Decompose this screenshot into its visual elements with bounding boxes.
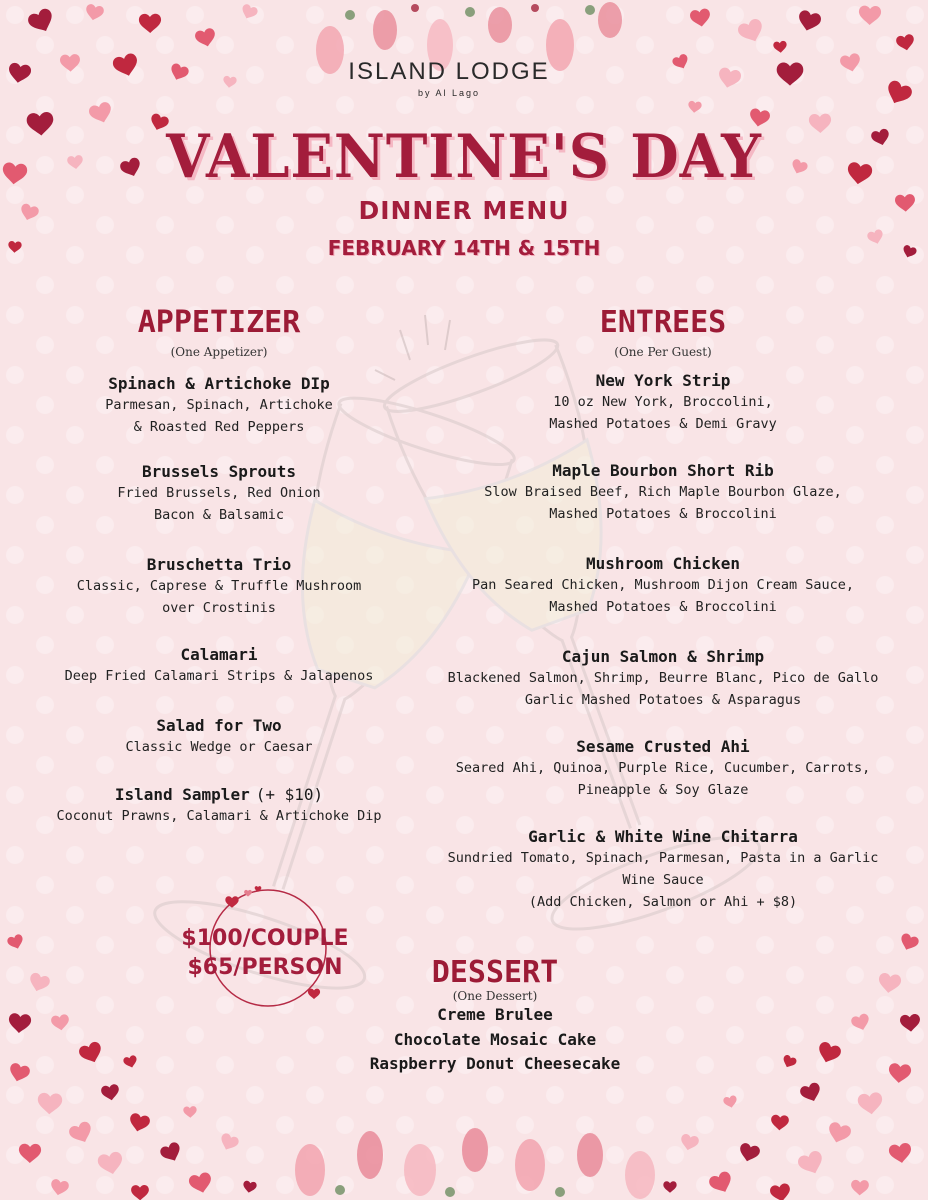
entree-item — [398, 554, 928, 618]
item-description: Mashed Potatoes & Broccolini — [549, 506, 777, 522]
item-description: Blackened Salmon, Shrimp, Beurre Blanc, Pico de Gallo — [447, 670, 879, 686]
appetizer-item — [0, 555, 438, 619]
page-subtitle: DINNER MENU — [358, 196, 570, 225]
item-description: Classic, Caprese & Truffle Mushroom — [76, 578, 362, 594]
item-name — [0, 785, 438, 805]
event-dates: FEBRUARY 14TH & 15TH — [327, 236, 601, 260]
dessert-item: Chocolate Mosaic Cake — [393, 1029, 597, 1049]
item-description: & Roasted Red Peppers — [133, 419, 305, 435]
item-description: Bacon & Balsamic — [153, 507, 285, 523]
item-name — [0, 462, 438, 482]
item-name — [398, 827, 928, 847]
item-description: (Add Chicken, Salmon or Ahi + $8) — [528, 894, 798, 910]
item-description: Garlic Mashed Potatoes & Asparagus — [524, 692, 802, 708]
item-title: Sesame Crusted Ahi — [576, 737, 750, 756]
item-name — [0, 374, 438, 394]
item-title: Garlic & White Wine Chitarra — [528, 827, 798, 846]
appetizer-note: (One Appetizer) — [170, 345, 268, 359]
item-description: Mashed Potatoes & Broccolini — [549, 599, 777, 615]
entree-item — [398, 647, 928, 711]
dessert-note: (One Dessert) — [452, 989, 538, 1003]
item-description: Parmesan, Spinach, Artichoke — [105, 397, 333, 413]
entree-item — [398, 737, 928, 801]
item-description: Seared Ahi, Quinoa, Purple Rice, Cucumber, Carrots, — [455, 760, 871, 776]
item-description: over Crostinis — [162, 600, 276, 616]
appetizer-item — [0, 645, 438, 687]
item-title: Brussels Sprouts — [141, 462, 297, 481]
dessert-section — [330, 955, 660, 1077]
item-description: Sundried Tomato, Spinach, Parmesan, Pasta in a Garlic — [447, 850, 879, 866]
item-title: New York Strip — [595, 371, 731, 390]
item-title: Bruschetta Trio — [146, 555, 292, 574]
item-description: Coconut Prawns, Calamari & Artichoke Dip — [56, 808, 382, 824]
item-description: Mashed Potatoes & Demi Gravy — [549, 416, 777, 432]
entree-item — [398, 827, 928, 913]
dessert-item: Raspberry Donut Cheesecake — [369, 1054, 621, 1073]
appetizer-item — [0, 462, 438, 526]
item-description: Pan Seared Chicken, Mushroom Dijon Cream Sauce, — [471, 577, 854, 593]
item-title: Calamari — [180, 645, 258, 664]
item-name — [398, 737, 928, 757]
item-description: Fried Brussels, Red Onion — [117, 485, 321, 501]
entrees-heading: ENTREES — [599, 305, 727, 340]
item-description: Slow Braised Beef, Rich Maple Bourbon Glaze, — [484, 484, 842, 500]
item-description: Pineapple & Soy Glaze — [577, 782, 749, 798]
item-name — [0, 645, 438, 665]
entrees-note: (One Per Guest) — [614, 345, 712, 359]
item-description: Deep Fried Calamari Strips & Jalapenos — [64, 668, 374, 684]
item-name — [398, 647, 928, 667]
dessert-heading: DESSERT — [431, 955, 559, 990]
item-description: 10 oz New York, Broccolini, — [553, 394, 773, 410]
item-name — [398, 461, 928, 481]
item-title: Mushroom Chicken — [585, 554, 741, 573]
entree-item — [398, 371, 928, 435]
entree-item — [398, 461, 928, 525]
item-title: Spinach & Artichoke DIp — [108, 374, 330, 393]
item-title: Salad for Two — [156, 716, 282, 735]
dessert-item: Creme Brulee — [437, 1005, 553, 1024]
item-title: Maple Bourbon Short Rib — [552, 461, 774, 480]
price-person: $65/PERSON — [187, 955, 343, 980]
item-title: Island Sampler — [114, 785, 250, 804]
item-description: Wine Sauce — [622, 872, 704, 888]
item-name — [398, 554, 928, 574]
item-name — [0, 716, 438, 736]
appetizer-item — [0, 374, 438, 438]
item-name — [0, 555, 438, 575]
page-title: VALENTINE'S DAY — [166, 122, 762, 192]
logo-name: ISLAND LODGE — [348, 58, 550, 85]
appetizer-item — [0, 716, 438, 758]
item-surcharge: (+ $10) — [255, 785, 324, 804]
item-description: Classic Wedge or Caesar — [125, 739, 313, 755]
logo-tagline: by Al Lago — [417, 88, 481, 98]
appetizer-heading: APPETIZER — [137, 305, 301, 340]
item-title: Cajun Salmon & Shrimp — [561, 647, 765, 666]
appetizer-item — [0, 785, 438, 827]
item-name — [398, 371, 928, 391]
price-couple: $100/COUPLE — [181, 926, 349, 951]
